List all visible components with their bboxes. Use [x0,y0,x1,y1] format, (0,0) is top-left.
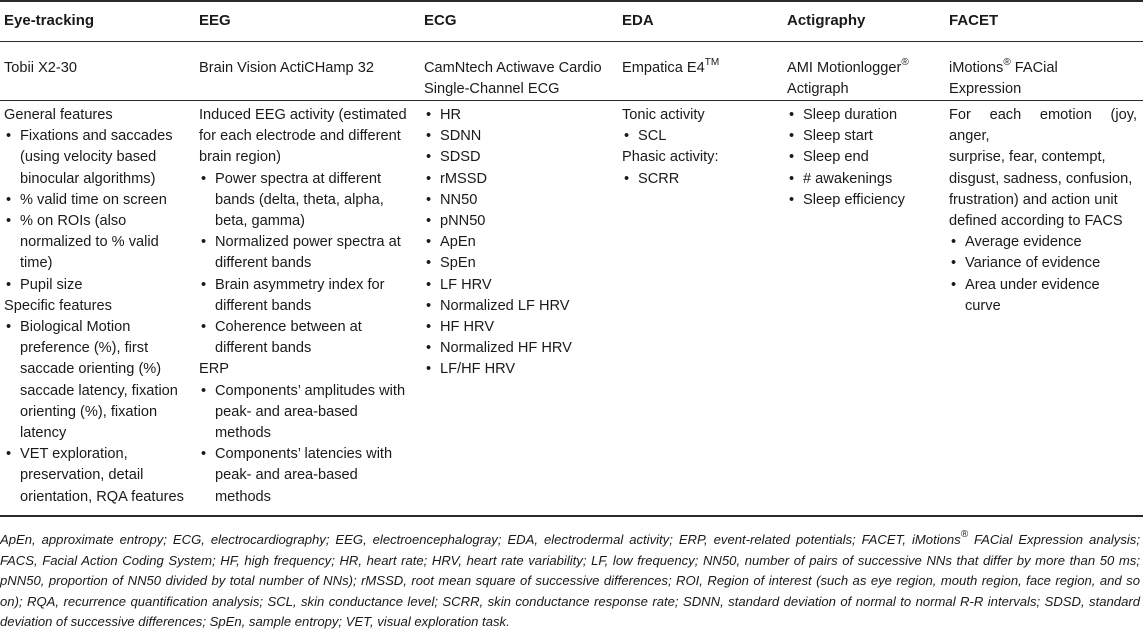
list-item: • Fixations and saccades (using velocity based binocular algorithms) [4,126,184,190]
header-facet: FACET [949,12,999,29]
list-item: • Sleep efficiency [787,190,905,211]
list-item: • pNN50 [424,211,572,232]
list-item: • # awakenings [787,169,905,190]
list-item: • SCL [622,126,719,147]
list-item: • Normalized LF HRV [424,296,572,317]
top-rule [0,0,1143,2]
list-item: • LF/HF HRV [424,359,572,380]
list-item: • HF HRV [424,317,572,338]
table-footnote: ApEn, approximate entropy; ECG, electrocardiography; EEG, electroencephalogray; EDA, electrodermal activity; ERP, event-related potentials; FACET, iMotions® FACial Expression analysis; FACS, Facial Action Coding System; HF, high frequency; HR, heart rate; HRV, heart rate variability; LF, low frequency; NN50, number of pairs of successive NNs that differ by more than 50 ms; pNN50, proportion of NN50 divided by total number of NNs); rMSSD, root mean square of successive differences; ROI, Region of interest (such as eye region, mouth region, face region, and so on); RQA, recurrence quantification analysis; SCL, skin conductance level; SCRR, skin conductance response rate; SDNN, standard deviation of normal to normal R-R intervals; SDSD, standard deviation of successive differences; SpEn, sample entropy; VET, visual exploration task. [0,529,1140,629]
list-item: • SCRR [622,169,719,190]
list-item: • % on ROIs (also normalized to % valid time) [4,211,184,275]
list-item: • LF HRV [424,275,572,296]
specific-features-label: Specific features [4,297,112,314]
list-item: • SpEn [424,253,572,274]
phasic-activity-label: Phasic activity: [622,149,719,166]
list-item: • Brain asymmetry index for different bands [199,275,407,317]
header-eda: EDA [622,12,654,29]
header-actigraphy: Actigraphy [787,12,866,29]
registered-superscript: ® [1003,57,1011,68]
list-item: • Components’ amplitudes with peak- and area-based methods [199,381,407,445]
header-eye-tracking: Eye-tracking [4,12,95,29]
registered-superscript: ® [960,529,969,540]
list-item: • Variance of evidence [949,253,1137,274]
actigraphy-features [787,105,905,211]
header-ecg: ECG [424,12,457,29]
eye-tracking-features [4,105,184,508]
list-item: • rMSSD [424,169,572,190]
eeg-features: Induced EEG activity (estimated for each electrode and different brain region) • Power spectra at different bands (delta, theta, alpha, beta, gamma) • Normalized power spectra at different bands • Brain asymmetry index for different bands • Coherence between at different bands ERP • Components’ amplitudes with peak- and area-based methods • Components’ latencies with peak- and area-based methods [199,105,407,508]
list-item: • Sleep end [787,147,905,168]
list-item: • Normalized HF HRV [424,338,572,359]
erp-label: ERP [199,361,230,378]
list-item: • % valid time on screen [4,190,184,211]
list-item: • SDNN [424,126,572,147]
list-item: • SDSD [424,147,572,168]
list-item: • Area under evidence curve [949,275,1137,317]
list-item: • VET exploration, preservation, detail orientation, RQA features [4,444,184,508]
list-item: • Normalized power spectra at different bands [199,232,407,274]
header-rule [0,41,1143,42]
list-item: • Sleep duration [787,105,905,126]
list-item: • Average evidence [949,232,1137,253]
header-eeg: EEG [199,12,231,29]
device-eda: Empatica E4™ [622,57,720,76]
list-item: • Sleep start [787,126,905,147]
list-item: • NN50 [424,190,572,211]
trademark-superscript: TM [704,57,720,68]
list-item: • Power spectra at different bands (delta, theta, alpha, beta, gamma) [199,169,407,233]
tonic-activity-label: Tonic activity [622,107,705,123]
eda-features [622,105,719,190]
ecg-features [424,105,572,381]
list-item: • HR [424,105,572,126]
list-item: • Components’ latencies with peak- and area-based methods [199,444,407,508]
device-ecg: CamNtech Actiwave Cardio Single-Channel ECG [424,60,602,98]
bottom-rule [0,515,1143,517]
device-eeg: Brain Vision ActiCHamp 32 [199,60,374,76]
list-item: • ApEn [424,232,572,253]
general-features-label: General features [4,107,113,123]
device-actigraphy: AMI Motionlogger® Actigraph [787,57,909,98]
list-item: • Pupil size [4,275,184,296]
list-item: • Biological Motion preference (%), first saccade orienting (%) saccade latency, fixation orienting (%), fixation latency [4,317,184,444]
device-facet: iMotions® FACial Expression [949,57,1058,98]
device-eye-tracking: Tobii X2-30 [4,60,78,76]
registered-superscript: ® [901,57,909,68]
facet-features: For each emotion (joy, anger, surprise, fear, contempt, disgust, sadness, confusion, frustration) and action unit defined according to FACS • Average evidence • Variance of evidence • Area under evidence curve [949,105,1137,317]
list-item: • Coherence between at different bands [199,317,407,359]
